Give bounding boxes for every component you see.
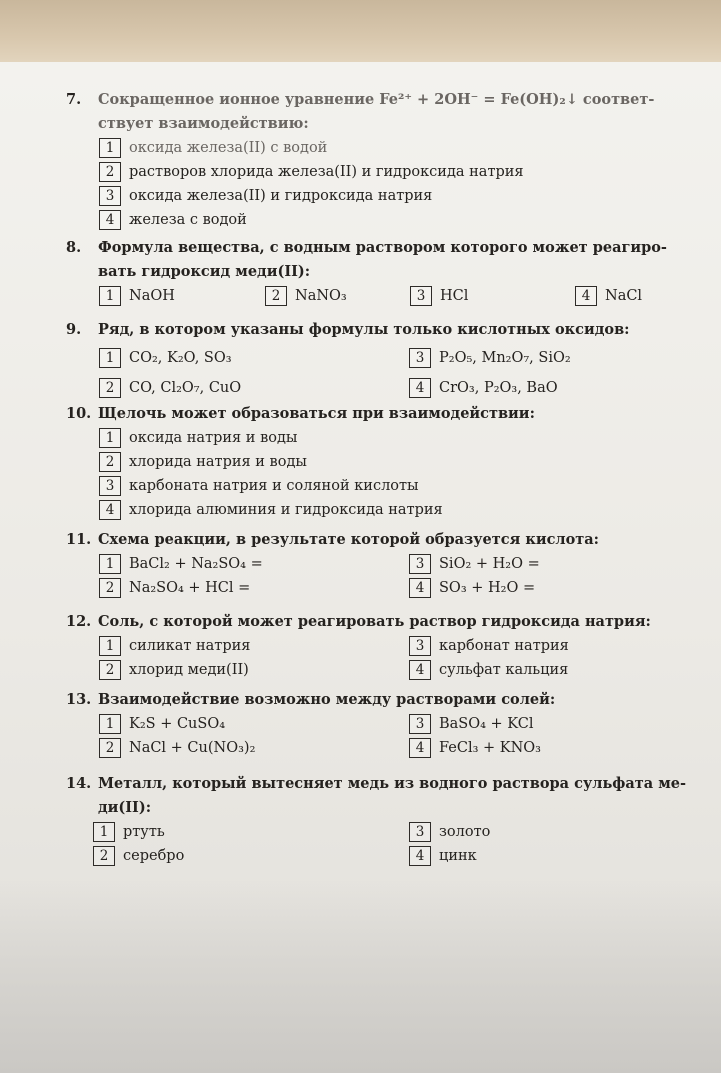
answer-option[interactable]	[99, 552, 409, 576]
option-number-box: 2	[99, 738, 121, 758]
answer-options	[99, 634, 711, 682]
option-text: BaSO₄ + KCl	[439, 716, 534, 732]
question-13	[66, 688, 711, 760]
option-number-box: 4	[409, 660, 431, 680]
answer-option[interactable]	[99, 736, 409, 760]
answer-option[interactable]	[409, 658, 709, 682]
option-text: SiO₂ + H₂O =	[439, 556, 540, 572]
option-text: Na₂SO₄ + HCl =	[129, 580, 251, 596]
answer-option[interactable]	[99, 346, 409, 370]
answer-option[interactable]	[99, 184, 432, 208]
answer-option[interactable]	[99, 658, 409, 682]
option-text: хлорида натрия и воды	[129, 454, 307, 470]
option-text: ртуть	[123, 824, 165, 840]
option-number-box: 3	[99, 186, 121, 206]
question-text: Формула вещества, с водным раствором которого может реагиро-	[98, 239, 667, 256]
option-text: K₂S + CuSO₄	[129, 716, 226, 732]
option-number-box: 4	[99, 500, 121, 520]
option-number-box: 1	[99, 636, 121, 656]
answer-option[interactable]	[409, 552, 709, 576]
answer-option[interactable]	[409, 844, 709, 868]
question-8	[66, 236, 711, 308]
option-text: P₂O₅, Mn₂O₇, SiO₂	[439, 350, 571, 366]
option-text: карбоната натрия и соляной кислоты	[129, 478, 419, 494]
option-text: CO, Cl₂O₇, CuO	[129, 380, 242, 396]
option-number-box: 2	[265, 286, 287, 306]
answer-option[interactable]	[409, 376, 709, 400]
question-number: 8.	[66, 239, 82, 256]
option-number-box: 4	[575, 286, 597, 306]
option-number-box: 3	[410, 286, 432, 306]
answer-option[interactable]	[99, 712, 409, 736]
option-text: NaCl	[605, 288, 643, 304]
answer-options	[93, 820, 711, 868]
option-text: CO₂, K₂O, SO₃	[129, 350, 232, 366]
answer-options	[99, 136, 711, 232]
answer-option[interactable]	[410, 284, 575, 308]
option-text: железа с водой	[129, 212, 247, 228]
question-text: Сокращенное ионное уравнение Fe²⁺ + 2OH⁻ = Fe(OH)₂↓ соответ-	[98, 91, 655, 108]
option-text: NaOH	[129, 288, 175, 304]
answer-option[interactable]	[93, 820, 409, 844]
answer-option[interactable]	[99, 376, 409, 400]
answer-option[interactable]	[99, 136, 327, 160]
answer-option[interactable]	[99, 426, 297, 450]
answer-options	[99, 426, 711, 522]
option-number-box: 1	[99, 286, 121, 306]
question-number: 11.	[66, 531, 92, 548]
question-text: Взаимодействие возможно между растворами солей:	[98, 691, 556, 708]
option-text: SO₃ + H₂O =	[439, 580, 536, 596]
answer-options	[99, 284, 711, 308]
option-number-box: 1	[99, 714, 121, 734]
question-number: 12.	[66, 613, 92, 630]
option-number-box: 4	[99, 210, 121, 230]
option-number-box: 3	[409, 348, 431, 368]
option-text: оксида натрия и воды	[129, 430, 298, 446]
option-text: NaNO₃	[295, 288, 347, 304]
option-number-box: 1	[99, 428, 121, 448]
question-text: Соль, с которой может реагировать раствор гидроксида натрия:	[98, 613, 651, 630]
option-number-box: 3	[409, 822, 431, 842]
answer-option[interactable]	[99, 450, 307, 474]
question-14	[66, 772, 711, 868]
answer-option[interactable]	[409, 820, 709, 844]
question-10	[66, 402, 711, 522]
answer-option[interactable]	[93, 844, 409, 868]
answer-option[interactable]	[99, 208, 247, 232]
answer-option[interactable]	[409, 736, 709, 760]
option-number-box: 3	[409, 554, 431, 574]
answer-options	[99, 552, 711, 600]
answer-option[interactable]	[409, 346, 709, 370]
answer-option[interactable]	[99, 160, 524, 184]
answer-option[interactable]	[99, 474, 419, 498]
option-number-box: 4	[409, 738, 431, 758]
answer-option[interactable]	[99, 284, 265, 308]
answer-option[interactable]	[99, 634, 409, 658]
option-number-box: 2	[99, 378, 121, 398]
option-number-box: 2	[99, 660, 121, 680]
option-text: хлорида алюминия и гидроксида натрия	[129, 502, 443, 518]
option-number-box: 4	[409, 378, 431, 398]
question-11	[66, 528, 711, 600]
option-text: золото	[439, 824, 491, 840]
option-text: CrO₃, P₂O₃, BaO	[439, 380, 558, 396]
answer-option[interactable]	[575, 284, 642, 308]
option-text: растворов хлорида железа(II) и гидроксида натрия	[129, 164, 524, 180]
answer-option[interactable]	[265, 284, 410, 308]
option-number-box: 1	[93, 822, 115, 842]
question-text: Схема реакции, в результате которой образуется кислота:	[98, 531, 600, 548]
option-number-box: 4	[409, 846, 431, 866]
question-12	[66, 610, 711, 682]
question-text-continued: вать гидроксид меди(II):	[98, 263, 311, 280]
question-text: Щелочь может образоваться при взаимодействии:	[98, 405, 535, 422]
option-text: хлорид меди(II)	[129, 662, 249, 678]
option-number-box: 3	[409, 636, 431, 656]
option-number-box: 1	[99, 138, 121, 158]
option-text: силикат натрия	[129, 638, 251, 654]
question-9	[66, 318, 711, 400]
option-text: сульфат кальция	[439, 662, 569, 678]
option-text: BaCl₂ + Na₂SO₄ =	[129, 556, 263, 572]
option-text: оксида железа(II) с водой	[129, 140, 328, 156]
question-text-continued: ствует взаимодействию:	[98, 115, 309, 132]
question-number: 7.	[66, 91, 82, 108]
option-text: NaCl + Cu(NO₃)₂	[129, 740, 256, 756]
option-text: цинк	[439, 848, 477, 864]
option-text: FeCl₃ + KNO₃	[439, 740, 541, 756]
option-number-box: 4	[409, 578, 431, 598]
question-number: 14.	[66, 775, 92, 792]
option-text: оксида железа(II) и гидроксида натрия	[129, 188, 433, 204]
answer-options	[99, 346, 711, 400]
question-text: Металл, который вытесняет медь из водного раствора сульфата ме-	[98, 775, 687, 792]
answer-option[interactable]	[409, 634, 709, 658]
answer-option[interactable]	[99, 498, 443, 522]
option-number-box: 1	[99, 348, 121, 368]
option-number-box: 1	[99, 554, 121, 574]
option-text: серебро	[123, 848, 185, 864]
option-number-box: 3	[409, 714, 431, 734]
answer-option[interactable]	[99, 576, 409, 600]
option-number-box: 2	[93, 846, 115, 866]
option-number-box: 2	[99, 578, 121, 598]
question-number: 10.	[66, 405, 92, 422]
question-number: 13.	[66, 691, 92, 708]
answer-option[interactable]	[409, 576, 709, 600]
question-7	[66, 88, 711, 232]
question-text-continued: ди(II):	[98, 799, 152, 816]
option-number-box: 2	[99, 162, 121, 182]
option-text: карбонат натрия	[439, 638, 569, 654]
option-number-box: 3	[99, 476, 121, 496]
question-number: 9.	[66, 321, 82, 338]
answer-option[interactable]	[409, 712, 709, 736]
answer-options	[99, 712, 711, 760]
option-number-box: 2	[99, 452, 121, 472]
question-text: Ряд, в котором указаны формулы только кислотных оксидов:	[98, 321, 630, 338]
option-text: HCl	[440, 288, 469, 304]
